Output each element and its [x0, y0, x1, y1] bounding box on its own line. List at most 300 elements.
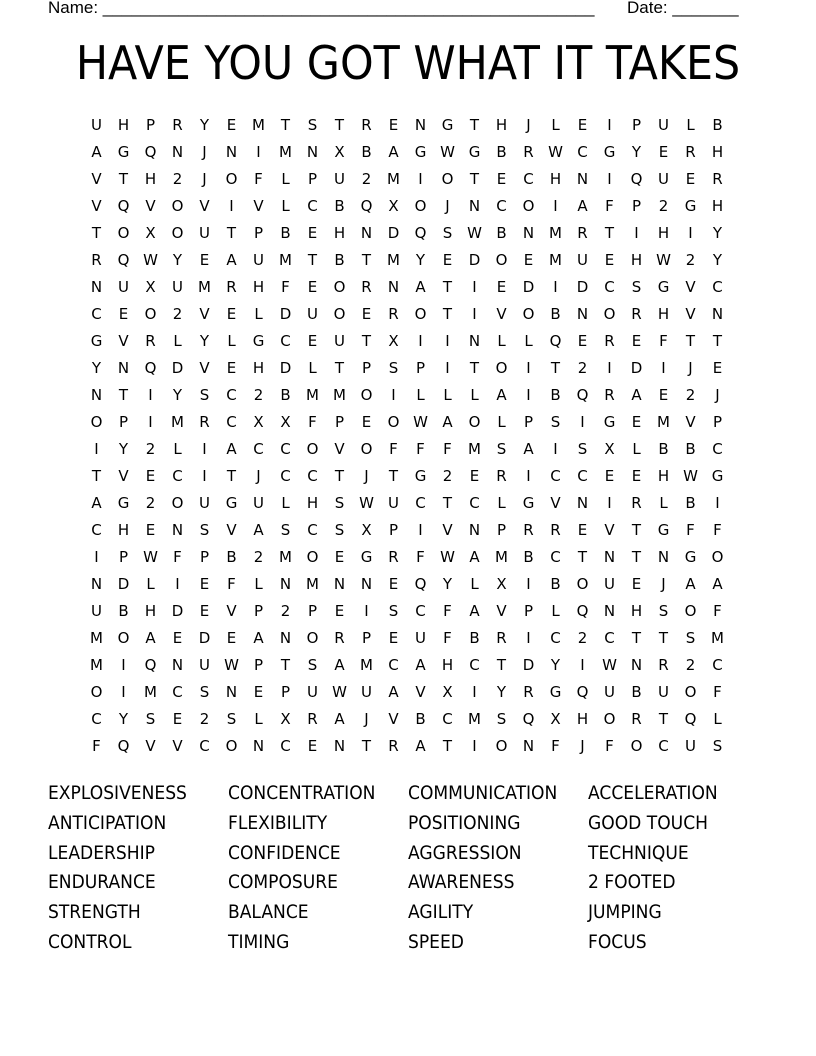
grid-letter: E — [388, 575, 399, 593]
grid-letter: O — [468, 413, 481, 431]
grid-letter: L — [416, 386, 425, 404]
grid-letter: U — [253, 494, 264, 512]
grid-letter: T — [469, 359, 480, 377]
grid-letter: E — [496, 278, 507, 296]
grid-letter: R — [631, 494, 642, 512]
grid-letter: Y — [442, 575, 453, 593]
grid-letter: I — [715, 494, 720, 512]
grid-letter: B — [550, 305, 561, 323]
grid-letter: O — [711, 548, 724, 566]
grid-letter: E — [712, 359, 723, 377]
grid-letter: Y — [415, 251, 426, 269]
grid-letter: A — [442, 413, 453, 431]
grid-letter: W — [548, 143, 563, 161]
grid-letter: W — [440, 143, 455, 161]
grid-letter: 2 — [685, 251, 696, 269]
grid-letter: E — [172, 710, 183, 728]
grid-letter: T — [469, 116, 480, 134]
grid-letter: N — [711, 305, 724, 323]
grid-letter: U — [172, 278, 183, 296]
grid-letter: U — [199, 224, 210, 242]
grid-letter: B — [118, 602, 129, 620]
grid-letter: R — [334, 629, 345, 647]
grid-letter: C — [172, 467, 183, 485]
grid-letter: E — [172, 629, 183, 647]
grid-letter: V — [118, 467, 129, 485]
grid-letter: J — [202, 170, 207, 188]
word-bank-item: CONFIDENCE — [228, 841, 341, 864]
grid-letter: T — [388, 467, 399, 485]
grid-letter: W — [332, 683, 347, 701]
grid-letter: E — [658, 143, 669, 161]
grid-letter: P — [145, 116, 156, 134]
grid-letter: I — [580, 413, 585, 431]
grid-letter: O — [117, 629, 130, 647]
grid-letter: Q — [144, 656, 157, 674]
grid-letter: O — [90, 413, 103, 431]
grid-letter: G — [603, 413, 616, 431]
grid-letter: U — [658, 116, 669, 134]
grid-letter: B — [631, 683, 642, 701]
grid-letter: F — [551, 737, 560, 755]
grid-letter: N — [279, 575, 292, 593]
grid-letter: V — [172, 737, 183, 755]
grid-letter: D — [522, 656, 535, 674]
grid-letter: I — [364, 602, 369, 620]
grid-letter: O — [603, 710, 616, 728]
grid-letter: Q — [360, 197, 373, 215]
grid-letter: S — [712, 737, 723, 755]
grid-letter: A — [469, 548, 480, 566]
grid-letter: I — [580, 656, 585, 674]
grid-letter: L — [686, 116, 695, 134]
grid-letter: M — [387, 251, 400, 269]
grid-letter: C — [712, 278, 723, 296]
word-bank-item: CONCENTRATION — [228, 782, 376, 804]
grid-letter: B — [496, 143, 507, 161]
grid-letter: O — [306, 440, 319, 458]
grid-letter: N — [603, 602, 616, 620]
grid-letter: G — [684, 197, 697, 215]
word-bank-item: BALANCE — [228, 901, 309, 924]
grid-letter: H — [117, 116, 130, 134]
grid-letter: 2 — [577, 629, 588, 647]
grid-letter: R — [658, 656, 669, 674]
grid-letter: R — [496, 467, 507, 485]
grid-letter: R — [361, 116, 372, 134]
grid-letter: N — [360, 224, 373, 242]
grid-letter: H — [441, 656, 454, 674]
grid-letter: V — [199, 359, 210, 377]
grid-letter: R — [496, 629, 507, 647]
word-bank-item: FLEXIBILITY — [228, 811, 328, 834]
grid-letter: E — [631, 467, 642, 485]
grid-letter: S — [307, 116, 318, 134]
grid-letter: O — [522, 197, 535, 215]
grid-letter: P — [496, 521, 507, 539]
grid-letter: P — [118, 413, 129, 431]
grid-letter: I — [607, 170, 612, 188]
date-field-label: Date: _______ — [627, 0, 739, 17]
grid-letter: C — [226, 386, 237, 404]
grid-letter: T — [361, 332, 372, 350]
grid-letter: I — [202, 467, 207, 485]
grid-letter: B — [658, 440, 669, 458]
grid-letter: A — [712, 575, 723, 593]
grid-letter: O — [360, 386, 373, 404]
grid-letter: N — [468, 332, 481, 350]
grid-letter: P — [253, 224, 264, 242]
grid-letter: O — [225, 737, 238, 755]
grid-letter: C — [280, 332, 291, 350]
word-bank-item: AGILITY — [408, 901, 474, 924]
grid-letter: M — [252, 116, 265, 134]
grid-letter: M — [495, 548, 508, 566]
grid-letter: O — [495, 359, 508, 377]
grid-letter: T — [334, 359, 345, 377]
grid-letter: D — [198, 629, 211, 647]
grid-letter: I — [607, 359, 612, 377]
grid-letter: L — [173, 440, 182, 458]
grid-letter: Q — [144, 359, 157, 377]
word-bank-item: COMMUNICATION — [408, 782, 558, 804]
grid-letter: I — [688, 224, 693, 242]
grid-letter: C — [280, 737, 291, 755]
grid-letter: U — [415, 629, 426, 647]
grid-letter: 2 — [199, 710, 210, 728]
grid-letter: M — [711, 629, 724, 647]
grid-letter: O — [603, 305, 616, 323]
grid-letter: M — [333, 386, 346, 404]
grid-letter: I — [94, 548, 99, 566]
grid-letter: Y — [712, 251, 723, 269]
grid-letter: N — [468, 521, 481, 539]
grid-letter: A — [415, 278, 426, 296]
grid-letter: B — [685, 440, 696, 458]
grid-letter: C — [172, 683, 183, 701]
grid-letter: U — [361, 683, 372, 701]
name-field-label: Name: ____________________________________________________ — [48, 0, 595, 17]
grid-letter: I — [202, 440, 207, 458]
grid-letter: B — [685, 494, 696, 512]
word-bank-item: CONTROL — [48, 930, 132, 953]
grid-letter: H — [711, 197, 724, 215]
word-bank-item: GOOD TOUCH — [588, 811, 708, 834]
grid-letter: F — [713, 521, 722, 539]
grid-letter: E — [496, 170, 507, 188]
grid-letter: N — [225, 683, 238, 701]
word-bank-item: TECHNIQUE — [588, 841, 689, 864]
word-bank-item: EXPLOSIVENESS — [48, 782, 187, 804]
grid-letter: O — [306, 548, 319, 566]
grid-letter: B — [280, 224, 291, 242]
grid-letter: 2 — [361, 170, 372, 188]
grid-letter: B — [550, 575, 561, 593]
grid-letter: 2 — [685, 386, 696, 404]
grid-letter: R — [685, 143, 696, 161]
grid-letter: S — [199, 386, 210, 404]
grid-letter: N — [279, 629, 292, 647]
grid-letter: L — [632, 440, 641, 458]
grid-letter: G — [549, 683, 562, 701]
grid-letter: M — [198, 278, 211, 296]
grid-letter: W — [683, 467, 698, 485]
grid-letter: 2 — [253, 386, 264, 404]
grid-letter: A — [685, 575, 696, 593]
grid-letter: C — [469, 494, 480, 512]
grid-letter: F — [92, 737, 101, 755]
grid-letter: D — [171, 359, 184, 377]
grid-letter: Y — [172, 386, 183, 404]
grid-letter: A — [469, 602, 480, 620]
grid-letter: P — [523, 602, 534, 620]
grid-letter: E — [307, 332, 318, 350]
grid-letter: E — [631, 413, 642, 431]
grid-letter: E — [442, 251, 453, 269]
grid-letter: S — [307, 656, 318, 674]
grid-letter: H — [549, 170, 562, 188]
grid-letter: N — [171, 143, 184, 161]
grid-letter: F — [416, 440, 425, 458]
grid-letter: I — [526, 575, 531, 593]
grid-letter: C — [280, 440, 291, 458]
grid-letter: H — [333, 224, 346, 242]
grid-letter: I — [472, 305, 477, 323]
grid-letter: F — [713, 602, 722, 620]
grid-letter: W — [602, 656, 617, 674]
grid-letter: L — [281, 170, 290, 188]
grid-letter: P — [361, 359, 372, 377]
grid-letter: S — [280, 521, 291, 539]
grid-letter: A — [334, 656, 345, 674]
grid-letter: 2 — [442, 467, 453, 485]
grid-letter: U — [604, 683, 615, 701]
grid-letter: S — [496, 710, 507, 728]
grid-letter: N — [90, 575, 103, 593]
grid-letter: G — [468, 143, 481, 161]
grid-letter: N — [630, 656, 643, 674]
grid-letter: F — [686, 521, 695, 539]
grid-letter: T — [334, 467, 345, 485]
grid-letter: I — [148, 413, 153, 431]
grid-letter: A — [334, 710, 345, 728]
grid-letter: O — [630, 737, 643, 755]
grid-letter: M — [360, 656, 373, 674]
grid-letter: W — [143, 548, 158, 566]
grid-letter: G — [117, 143, 130, 161]
grid-letter: V — [550, 494, 561, 512]
grid-letter: J — [202, 143, 207, 161]
grid-letter: T — [361, 737, 372, 755]
grid-letter: N — [90, 278, 103, 296]
grid-letter: L — [173, 332, 182, 350]
grid-letter: E — [253, 683, 264, 701]
grid-letter: C — [253, 440, 264, 458]
grid-letter: D — [468, 251, 481, 269]
grid-letter: L — [254, 305, 263, 323]
grid-letter: D — [279, 359, 292, 377]
grid-letter: U — [577, 251, 588, 269]
grid-letter: M — [549, 224, 562, 242]
grid-letter: B — [550, 386, 561, 404]
grid-letter: E — [604, 251, 615, 269]
grid-letter: G — [414, 143, 427, 161]
grid-letter: 2 — [145, 440, 156, 458]
grid-letter: G — [603, 143, 616, 161]
grid-letter: A — [226, 251, 237, 269]
grid-letter: B — [280, 386, 291, 404]
grid-letter: X — [145, 278, 156, 296]
grid-letter: O — [576, 575, 589, 593]
grid-letter: Q — [576, 386, 589, 404]
grid-letter: I — [553, 197, 558, 215]
grid-letter: T — [442, 494, 453, 512]
grid-letter: Y — [496, 683, 507, 701]
grid-letter: J — [364, 710, 369, 728]
grid-letter: H — [657, 305, 670, 323]
grid-letter: C — [658, 737, 669, 755]
grid-letter: A — [388, 683, 399, 701]
grid-letter: S — [442, 224, 453, 242]
grid-letter: A — [226, 440, 237, 458]
grid-letter: P — [307, 602, 318, 620]
grid-letter: E — [577, 332, 588, 350]
grid-letter: E — [307, 737, 318, 755]
grid-letter: W — [224, 656, 239, 674]
grid-letter: C — [307, 467, 318, 485]
word-bank-item: COMPOSURE — [228, 871, 338, 894]
grid-letter: U — [334, 332, 345, 350]
grid-letter: F — [281, 278, 290, 296]
grid-letter: X — [550, 710, 561, 728]
grid-letter: I — [472, 683, 477, 701]
grid-letter: C — [307, 521, 318, 539]
grid-letter: E — [631, 575, 642, 593]
grid-letter: A — [415, 737, 426, 755]
grid-letter: T — [442, 305, 453, 323]
grid-letter: C — [550, 629, 561, 647]
grid-letter: X — [361, 521, 372, 539]
grid-letter: P — [388, 521, 399, 539]
grid-letter: C — [226, 413, 237, 431]
grid-letter: T — [658, 710, 669, 728]
grid-letter: Q — [684, 710, 697, 728]
grid-letter: L — [551, 602, 560, 620]
grid-letter: I — [256, 143, 261, 161]
grid-letter: I — [94, 440, 99, 458]
grid-letter: T — [631, 548, 642, 566]
grid-letter: I — [175, 575, 180, 593]
grid-letter: G — [684, 548, 697, 566]
grid-letter: V — [685, 413, 696, 431]
grid-letter: O — [387, 413, 400, 431]
grid-letter: W — [656, 251, 671, 269]
grid-letter: F — [173, 548, 182, 566]
grid-letter: I — [472, 737, 477, 755]
grid-letter: J — [715, 386, 720, 404]
grid-letter: I — [553, 278, 558, 296]
grid-letter: R — [388, 737, 399, 755]
grid-letter: C — [415, 494, 426, 512]
grid-letter: C — [496, 197, 507, 215]
grid-letter: N — [468, 197, 481, 215]
grid-letter: C — [712, 440, 723, 458]
grid-letter: J — [526, 116, 531, 134]
grid-letter: N — [576, 170, 589, 188]
grid-letter: O — [144, 305, 157, 323]
grid-letter: A — [496, 386, 507, 404]
grid-letter: I — [607, 494, 612, 512]
grid-letter: C — [550, 548, 561, 566]
grid-letter: P — [253, 656, 264, 674]
word-bank-item: JUMPING — [588, 901, 662, 924]
grid-letter: B — [226, 548, 237, 566]
grid-letter: T — [307, 251, 318, 269]
grid-letter: A — [523, 440, 534, 458]
grid-letter: R — [550, 521, 561, 539]
grid-letter: B — [334, 197, 345, 215]
grid-letter: H — [630, 602, 643, 620]
grid-letter: R — [604, 332, 615, 350]
grid-letter: T — [91, 224, 102, 242]
grid-letter: O — [171, 224, 184, 242]
grid-letter: E — [307, 278, 318, 296]
grid-letter: J — [445, 197, 450, 215]
grid-letter: X — [280, 710, 291, 728]
grid-letter: Y — [199, 116, 210, 134]
grid-letter: L — [146, 575, 155, 593]
grid-letter: C — [469, 656, 480, 674]
grid-letter: N — [333, 737, 346, 755]
grid-letter: T — [658, 629, 669, 647]
grid-letter: X — [442, 683, 453, 701]
grid-letter: D — [279, 305, 292, 323]
grid-letter: V — [388, 710, 399, 728]
grid-letter: J — [688, 359, 693, 377]
grid-letter: L — [497, 332, 506, 350]
grid-letter: B — [496, 224, 507, 242]
grid-letter: T — [712, 332, 723, 350]
grid-letter: O — [333, 305, 346, 323]
grid-letter: T — [361, 251, 372, 269]
grid-letter: M — [306, 575, 319, 593]
grid-letter: C — [91, 305, 102, 323]
grid-letter: M — [171, 413, 184, 431]
grid-letter: U — [118, 278, 129, 296]
grid-letter: Q — [414, 224, 427, 242]
grid-letter: I — [418, 521, 423, 539]
grid-letter: T — [496, 656, 507, 674]
grid-letter: L — [254, 575, 263, 593]
grid-letter: P — [118, 548, 129, 566]
word-bank-item: POSITIONING — [408, 811, 521, 834]
grid-letter: T — [280, 116, 291, 134]
grid-letter: M — [144, 683, 157, 701]
grid-letter: Y — [712, 224, 723, 242]
grid-letter: B — [334, 251, 345, 269]
grid-letter: E — [469, 467, 480, 485]
grid-letter: L — [470, 575, 479, 593]
grid-letter: T — [118, 386, 129, 404]
grid-letter: L — [497, 413, 506, 431]
grid-letter: V — [226, 521, 237, 539]
grid-letter: T — [118, 170, 129, 188]
word-bank-item: AWARENESS — [408, 871, 515, 894]
word-bank-item: ANTICIPATION — [48, 811, 167, 834]
grid-letter: L — [281, 494, 290, 512]
grid-letter: O — [171, 494, 184, 512]
grid-letter: S — [496, 440, 507, 458]
